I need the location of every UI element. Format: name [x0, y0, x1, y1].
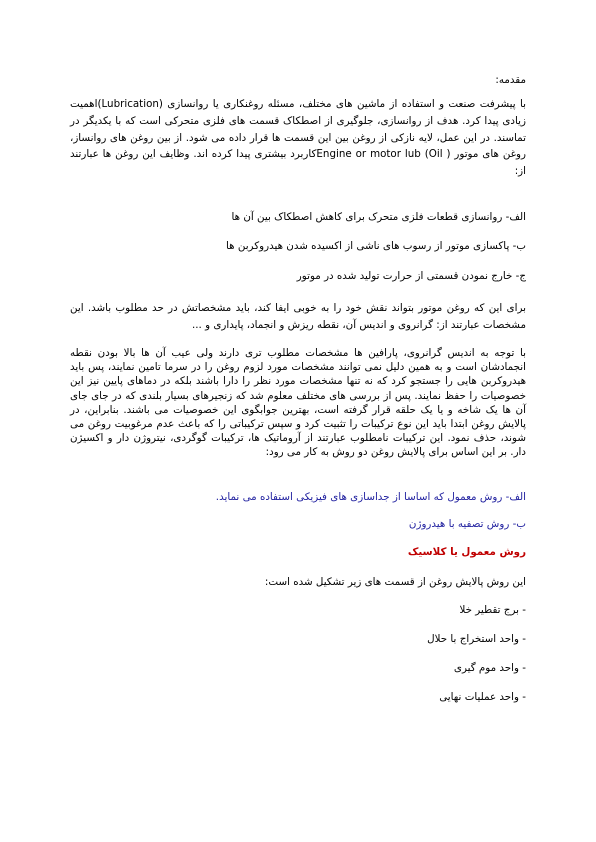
function-item-a: الف- روانسازی قطعات فلزی متحرک برای کاهش اصطکاک بین آن ها	[231, 211, 526, 223]
function-item-c: ج- خارج نمودن قسمتی از حرارت تولید شده در موتور	[296, 270, 526, 282]
function-item-b: ب- پاکسازی موتور از رسوب های ناشی از اکسیده شدن هیدروکربن ها	[226, 240, 526, 252]
classic-method-heading: روش معمول یا کلاسیک	[407, 546, 526, 558]
viscosity-paragraph: با توجه به اندیس گرانروی، پارافین ها مشخصات مطلوب تری دارند ولی عیب آن ها بالا بودن نقطه انجمادشان است و به همین دلیل نمی توانند مشخصات مورد لزوم روغن را در سرما تامین نمایند، پس باید هیدروکربن هایی را جستجو کرد که نه تنها مشخصات مورد نظر را دارا باشند بلکه در دماهای پایین نیز این خصوصیات را حفظ نمایند. پس از بررسی های مختلف معلوم شد که زنجیرهای بسیار بلندی که در جای جای آن ها یک شاخه و یا یک حلقه قرار گرفته است، بهترین جوابگوی این خصوصیات می باشند. بنابراین، در پالایش روغن ابتدا باید این نوع ترکیبات را تثبیت کرد و سپس ترکیباتی را که باعث عدم مرغوبیت روغن می شوند، حذف نمود. این ترکیبات نامطلوب عبارتند از آروماتیک ها، ترکیبات گوگردی، نیتروژن دار و اکسیژن دار. بر این اساس برای پالایش روغن دو روش به کار می رود:	[70, 347, 526, 459]
unit-item-4: - واحد عملیات نهایی	[439, 691, 526, 703]
specs-paragraph: برای این که روغن موتور بتواند نقش خود را به خوبی ایفا کند، باید مشخصاتش در حد مطلوب باشد. این مشخصات عبارتند از: گرانروی و اندیس آن، نقطه ریزش و انجماد، پایداری و ...	[70, 302, 526, 331]
unit-item-1: - برج تقطیر خلا	[459, 604, 526, 616]
unit-item-3: - واحد موم گیری	[453, 662, 526, 674]
unit-item-2: - واحد استخراج با حلال	[427, 633, 526, 645]
method-item-a: الف- روش معمول که اساسا از جداسازی های فیزیکی استفاده می نماید.	[215, 491, 526, 503]
method-item-b: ب- روش تصفیه با هیدروژن	[408, 518, 526, 530]
classic-intro: این روش پالایش روغن از قسمت های زیر تشکیل شده است:	[264, 576, 526, 588]
intro-title: مقدمه:	[495, 74, 526, 86]
intro-paragraph: با پیشرفت صنعت و استفاده از ماشین های مختلف، مسئله روغنکاری یا روانسازی (Lubrication)اهمیت زیادی پیدا کرد. هدف از روانسازی، جلوگیری از اصطکاک قسمت های فلزی متحرکی است که با یکدیگر در تماسند. در این عمل، لایه نازکی از روغن بین این قسمت ها قرار داده می شود. از بین روغن های روانساز، روغن های موتور ( Engine or motor lub (Oilکاربرد بیشتری پیدا کرده اند. وظایف این روغن ها عبارتند از:	[70, 98, 527, 178]
